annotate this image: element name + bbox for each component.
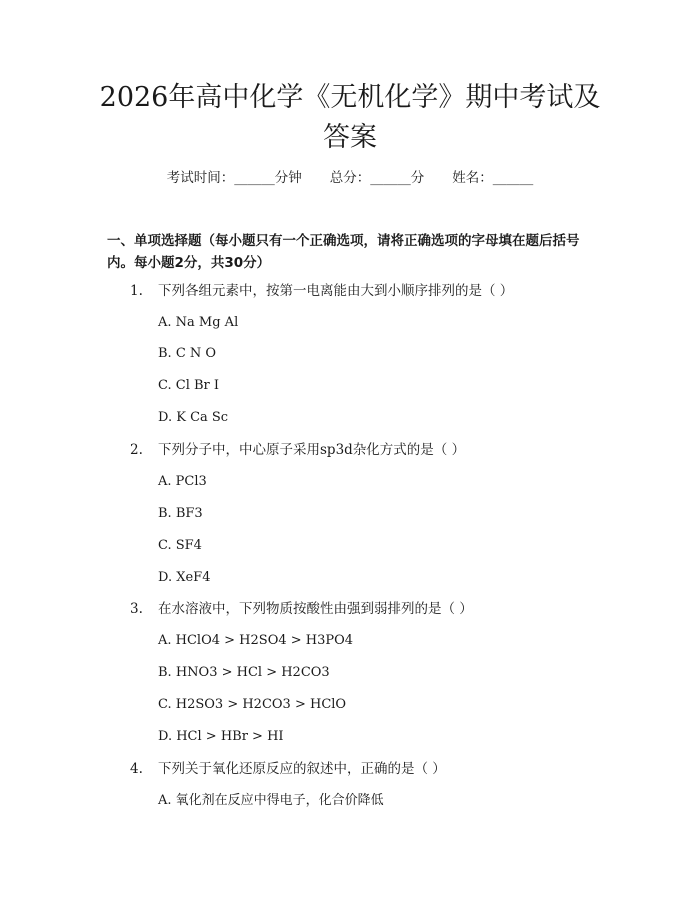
option-3a: A. HClO4 > H2SO4 > H3PO4: [158, 633, 354, 648]
question-number: 4.: [130, 761, 143, 777]
option-2b: B. BF3: [158, 506, 203, 521]
question-3: [130, 599, 473, 619]
question-number: 2.: [130, 442, 143, 458]
exam-score-field: 总分：______分: [329, 170, 425, 186]
option-3d: D. HCl > HBr > HI: [158, 729, 284, 744]
question-text: 下列分子中，中心原子采用sp3d杂化方式的是（ ）: [158, 442, 466, 458]
question-2: [130, 440, 465, 460]
exam-meta: [0, 168, 700, 188]
option-1b: B. C N O: [158, 346, 217, 361]
question-number: 3.: [130, 601, 143, 617]
option-4a: A. 氧化剂在反应中得电子，化合价降低: [158, 793, 384, 808]
option-2c: C. SF4: [158, 538, 202, 553]
question-4: [130, 759, 446, 779]
question-text: 下列各组元素中，按第一电离能由大到小顺序排列的是（ ）: [158, 283, 514, 299]
option-3c: C. H2SO3 > H2CO3 > HClO: [158, 697, 347, 712]
question-number: 1.: [130, 283, 143, 299]
question-text: 下列关于氧化还原反应的叙述中，正确的是（ ）: [158, 761, 446, 777]
option-3b: B. HNO3 > HCl > H2CO3: [158, 665, 330, 680]
option-1c: C. Cl Br I: [158, 378, 220, 393]
question-1: [130, 281, 513, 301]
question-text: 在水溶液中，下列物质按酸性由强到弱排列的是（ ）: [158, 601, 473, 617]
exam-title: 2026年高中化学《无机化学》期中考试及答案: [99, 82, 601, 153]
section-heading: 一、单项选择题（每小题只有一个正确选项，请将正确选项的字母填在题后括号内。每小题2分，共30分）: [107, 233, 580, 271]
exam-time-field: 考试时间：______分钟: [166, 170, 302, 186]
exam-name-field: 姓名：______: [452, 170, 534, 186]
option-1d: D. K Ca Sc: [158, 410, 229, 425]
option-2a: A. PCl3: [158, 474, 207, 489]
option-1a: A. Na Mg Al: [158, 315, 239, 330]
option-2d: D. XeF4: [158, 570, 211, 585]
